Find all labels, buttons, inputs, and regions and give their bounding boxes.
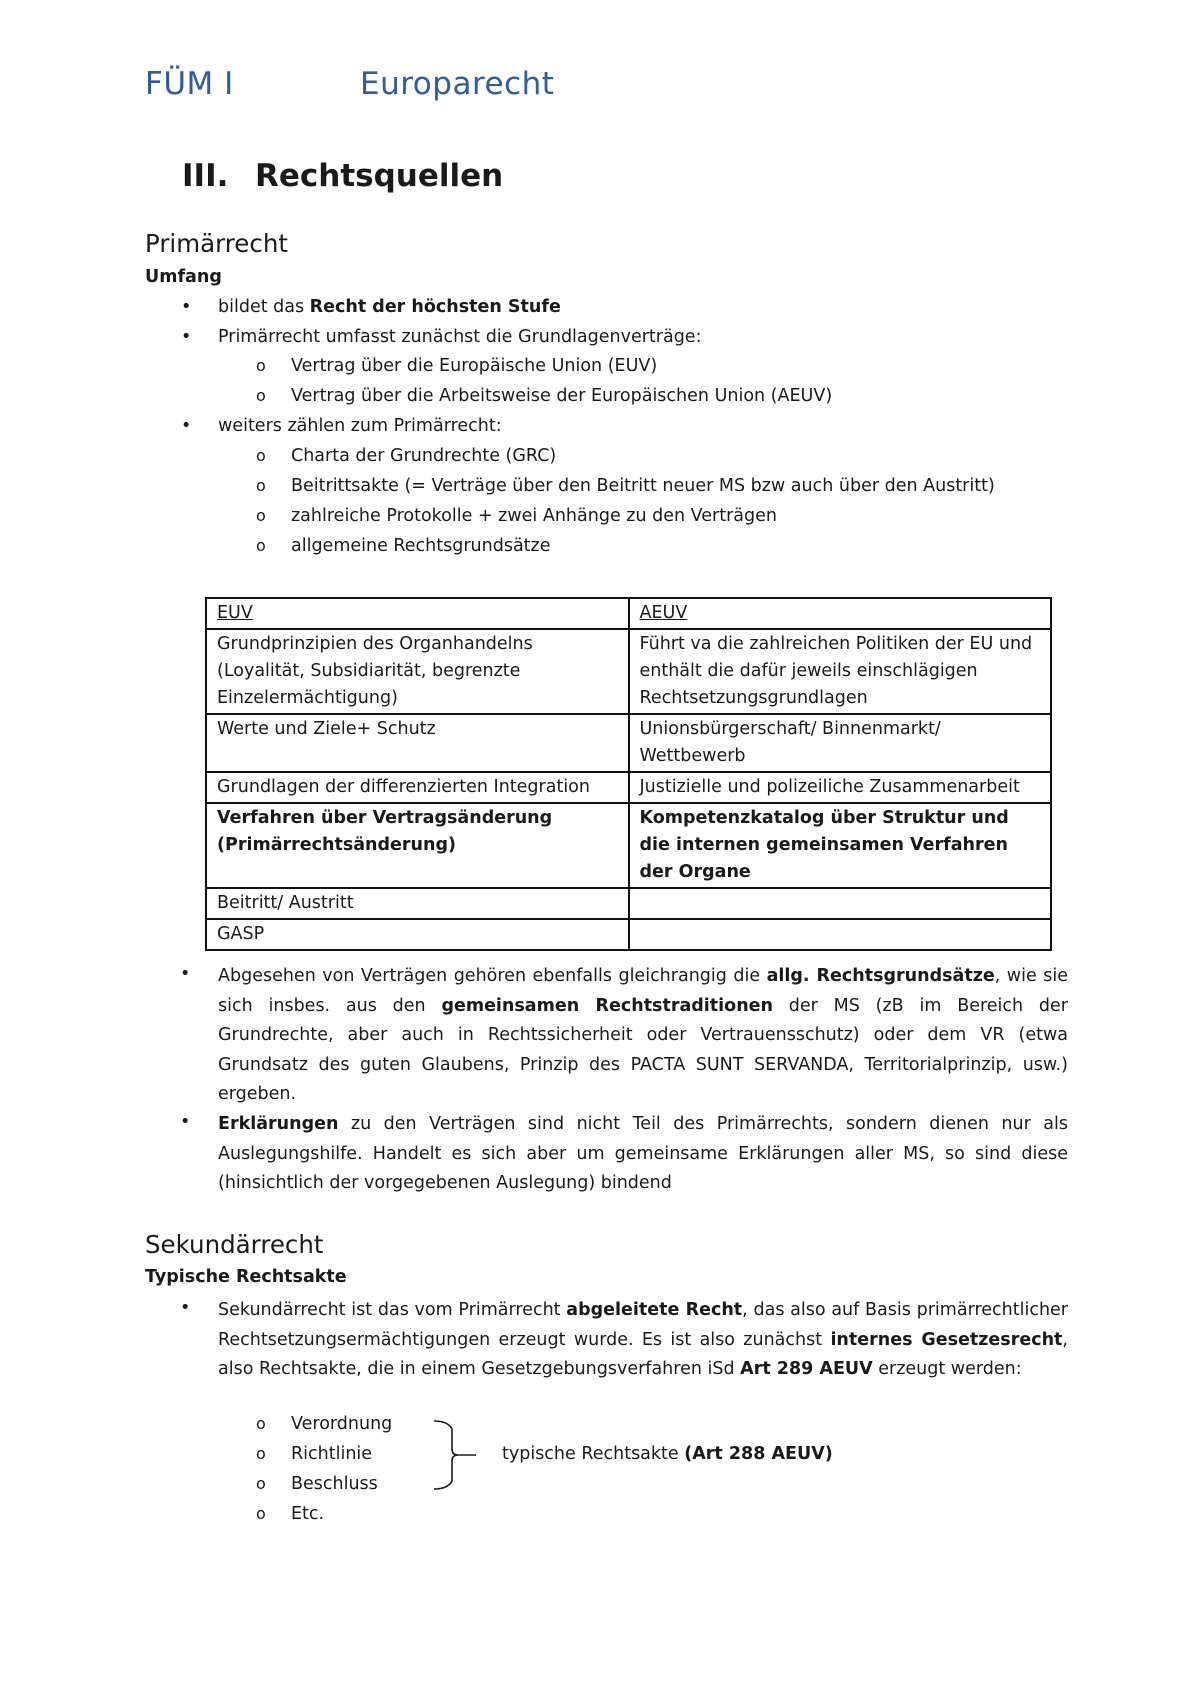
table-cell <box>629 803 1052 888</box>
list-item <box>218 297 1068 317</box>
sub-list-item: o Beitrittsakte (= Verträge über den Beitritt neuer MS bzw auch über den Austritt) <box>291 476 995 496</box>
list-item-bold: Recht der höchsten Stufe <box>309 297 561 317</box>
paragraph-bold: abgeleitete Recht <box>566 1300 743 1320</box>
paragraph-sekundaerrecht <box>218 1296 1068 1385</box>
sub-list-item: o Verordnung <box>291 1414 392 1434</box>
table-cell: Justizielle und polizeiliche Zusammenarbeit <box>629 772 1052 803</box>
subheading-umfang: Umfang <box>145 267 222 287</box>
brace-annotation <box>502 1444 833 1464</box>
section-heading-sekundaerrecht: Sekundärrecht <box>145 1230 324 1259</box>
table-cell: Unionsbürgerschaft/ Binnenmarkt/ Wettbewerb <box>629 714 1052 772</box>
table-row <box>206 888 1051 919</box>
paragraph-erklaerungen <box>218 1110 1068 1199</box>
chapter-title: Rechtsquellen <box>255 158 504 194</box>
table-header-text: EUV <box>217 603 253 623</box>
sub-list-item: o Vertrag über die Arbeitsweise der Europäischen Union (AEUV) <box>291 386 832 406</box>
list-item: • weiters zählen zum Primärrecht: <box>218 416 1068 436</box>
curly-brace-icon <box>432 1419 482 1491</box>
table-cell: Grundlagen der differenzierten Integration <box>206 772 629 803</box>
table-row <box>206 772 1051 803</box>
brace-annotation-bold: (Art 288 AEUV) <box>684 1444 833 1464</box>
sub-list-item: o Beschluss <box>291 1474 378 1494</box>
chapter-number: III. <box>182 158 229 194</box>
table-cell-bold: Kompetenzkatalog über Struktur und die internen gemeinsamen Verfahren der Organe <box>639 808 1009 882</box>
paragraph-text: , das also auf Basis primärrechtlicher Rechtsetzungsermächtigungen erzeugt wurde. Es ist also zunächst <box>218 1300 1069 1350</box>
paragraph-bold: allg. Rechtsgrundsätze <box>766 966 995 986</box>
sub-list-item: o Charta der Grundrechte (GRC) <box>291 446 556 466</box>
sub-list-item: o Etc. <box>291 1504 324 1524</box>
sub-list-item: o allgemeine Rechtsgrundsätze <box>291 536 551 556</box>
chapter-heading <box>182 158 503 194</box>
header-subject: Europarecht <box>360 66 555 102</box>
table-cell-bold: Verfahren über Vertragsänderung (Primärrechtsänderung) <box>217 808 553 855</box>
table-header-row <box>206 598 1051 629</box>
paragraph-text: , wie sie sich insbes. aus den <box>218 966 1068 1016</box>
paragraph-bold: Erklärungen <box>218 1114 339 1134</box>
list-item-text: bildet das <box>218 297 310 317</box>
sub-list-item: o Vertrag über die Europäische Union (EUV) <box>291 356 657 376</box>
brace-annotation-text: typische Rechtsakte <box>502 1444 685 1464</box>
table-row <box>206 803 1051 888</box>
table-cell <box>629 919 1052 950</box>
paragraph-text: , also Rechtsakte, die in einem Gesetzgebungsverfahren iSd <box>218 1329 1068 1379</box>
table-header-text: AEUV <box>639 603 688 623</box>
paragraph-text: Abgesehen von Verträgen gehören ebenfalls gleichrangig die <box>218 966 767 986</box>
table-cell: Beitritt/ Austritt <box>206 888 629 919</box>
table-cell: Werte und Ziele+ Schutz <box>206 714 629 772</box>
list-item: • Primärrecht umfasst zunächst die Grundlagenverträge: <box>218 327 1068 347</box>
paragraph-bold: internes Gesetzesrecht <box>830 1329 1063 1350</box>
bullet-icon: • <box>180 964 191 984</box>
comparison-table <box>205 597 1052 951</box>
paragraph-rechtsgrundsaetze <box>218 962 1068 1110</box>
paragraph-text: zu den Verträgen sind nicht Teil des Primärrechts, sondern dienen nur als Auslegungshilfe. Handelt es sich aber um gemeinsame Erklärungen aller MS, so sind diese (hinsichtlich der vorgegebenen Auslegung) bindend <box>218 1114 1068 1193</box>
table-row <box>206 714 1051 772</box>
table-cell: Führt va die zahlreichen Politiken der EU und enthält die dafür jeweils einschlägigen Rechtsetzungsgrundlagen <box>629 629 1052 714</box>
paragraph-bold: Art 289 AEUV <box>740 1359 873 1379</box>
table-cell: GASP <box>206 919 629 950</box>
sub-list-item: o zahlreiche Protokolle + zwei Anhänge zu den Verträgen <box>291 506 777 526</box>
table-cell: Grundprinzipien des Organhandelns (Loyalität, Subsidiarität, begrenzte Einzelermächtigung) <box>206 629 629 714</box>
section-heading-primaerrecht: Primärrecht <box>145 229 288 258</box>
paragraph-text: Sekundärrecht ist das vom Primärrecht <box>218 1300 567 1320</box>
bullet-icon: • <box>180 1298 191 1318</box>
subheading-typische-rechtsakte: Typische Rechtsakte <box>145 1267 347 1287</box>
paragraph-bold: gemeinsamen Rechtstraditionen <box>441 995 773 1016</box>
bullet-icon: • <box>180 1112 191 1132</box>
table-row <box>206 919 1051 950</box>
table-row <box>206 629 1051 714</box>
table-cell <box>629 888 1052 919</box>
paragraph-text: erzeugt werden: <box>872 1359 1022 1379</box>
paragraph-text: der MS (zB im Bereich der Grundrechte, aber auch in Rechtssicherheit oder Vertrauensschutz) oder dem VR (etwa Grundsatz des guten Glaubens, Prinzip des PACTA SUNT SERVANDA, Territorialprinzip, usw.) ergeben. <box>218 995 1069 1104</box>
table-cell <box>206 803 629 888</box>
header-course: FÜM I <box>145 66 234 102</box>
table-header-aeuv <box>629 598 1052 629</box>
sub-list-item: o Richtlinie <box>291 1444 372 1464</box>
table-header-euv <box>206 598 629 629</box>
